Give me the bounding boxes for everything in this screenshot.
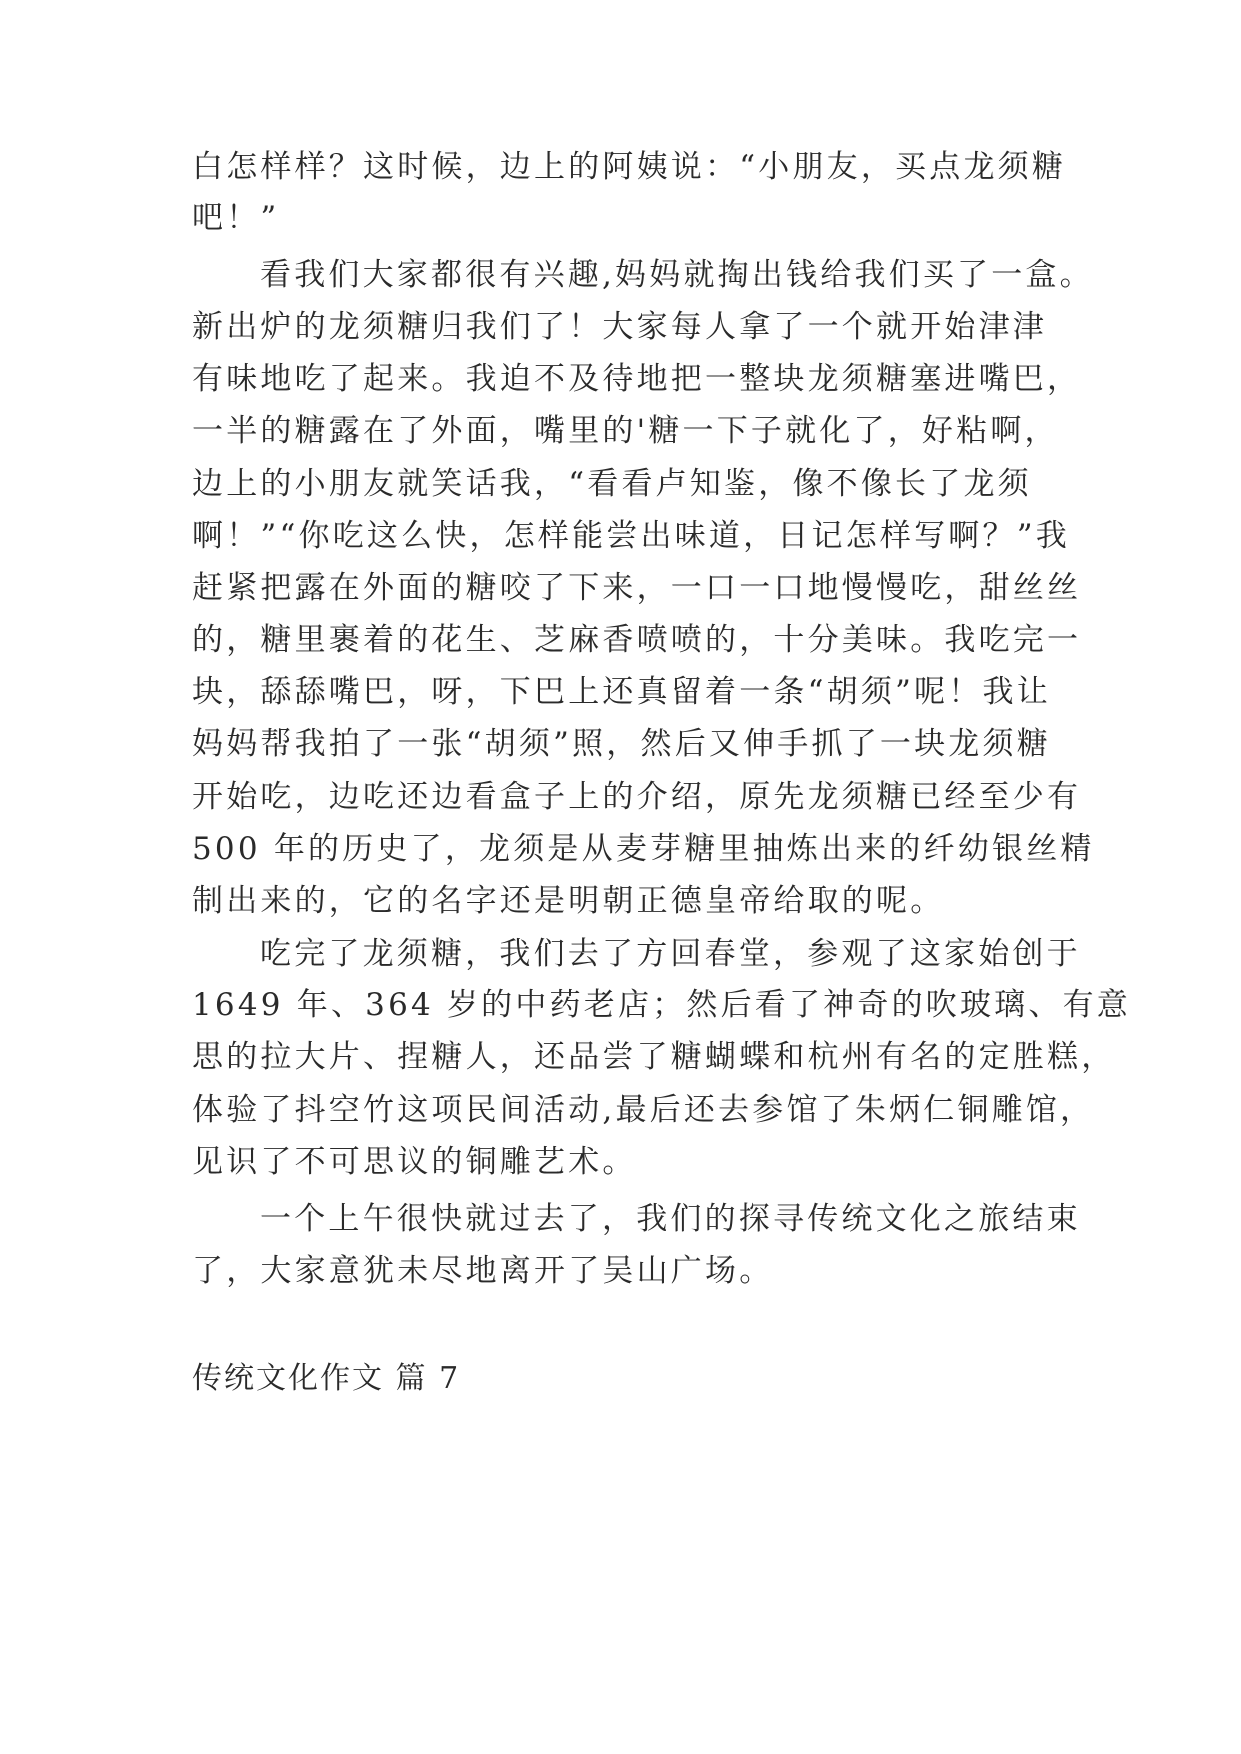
paragraph-start-line: 吃完了龙须糖，我们去了方回春堂，参观了这家始创于	[260, 936, 1081, 972]
paragraph-start-line: 看我们大家都很有兴趣,妈妈就掏出钱给我们买了一盒。	[260, 257, 1094, 293]
text-line: 500 年的历史了，龙须是从麦芽糖里抽炼出来的纤幼银丝精	[192, 831, 1095, 867]
text-line: 制出来的，它的名字还是明朝正德皇帝给取的呢。	[192, 883, 945, 919]
text-line: 见识了不可思议的铜雕艺术。	[192, 1144, 637, 1180]
text-line: 啊！”“你吃这么快，怎样能尝出味道，日记怎样写啊？”我	[192, 518, 1070, 554]
text-line: 开始吃，边吃还边看盒子上的介绍，原先龙须糖已经至少有	[192, 779, 1082, 815]
text-line: 吧！”	[192, 200, 280, 236]
text-line: 白怎样样？这时候，边上的阿姨说：“小朋友，买点龙须糖	[192, 149, 1067, 185]
text-line: 新出炉的龙须糖归我们了！大家每人拿了一个就开始津津	[192, 309, 1047, 345]
text-line: 块，舔舔嘴巴，呀，下巴上还真留着一条“胡须”呢！我让	[192, 674, 1051, 710]
text-line: 妈妈帮我拍了一张“胡须”照，然后又伸手抓了一块龙须糖	[192, 726, 1051, 762]
text-line: 有味地吃了起来。我迫不及待地把一整块龙须糖塞进嘴巴，	[192, 361, 1082, 397]
text-line: 边上的小朋友就笑话我，“看看卢知鉴，像不像长了龙须	[192, 466, 1032, 502]
text-line: 1649 年、364 岁的中药老店；然后看了神奇的吹玻璃、有意	[192, 987, 1131, 1023]
text-line: 体验了抖空竹这项民间活动,最后还去参馆了朱炳仁铜雕馆，	[192, 1092, 1095, 1128]
text-line: 一半的糖露在了外面，嘴里的'糖一下子就化了，好粘啊，	[192, 413, 1059, 449]
text-line: 思的拉大片、捏糖人，还品尝了糖蝴蝶和杭州有名的定胜糕，	[192, 1039, 1116, 1075]
text-line: 的，糖里裹着的花生、芝麻香喷喷的，十分美味。我吃完一	[192, 622, 1082, 658]
text-line: 了，大家意犹未尽地离开了吴山广场。	[192, 1253, 774, 1289]
text-line: 赶紧把露在外面的糖咬了下来，一口一口地慢慢吃，甜丝丝	[192, 570, 1082, 606]
section-heading: 传统文化作文 篇 7	[192, 1361, 461, 1396]
paragraph-start-line: 一个上午很快就过去了，我们的探寻传统文化之旅结束	[260, 1201, 1081, 1237]
